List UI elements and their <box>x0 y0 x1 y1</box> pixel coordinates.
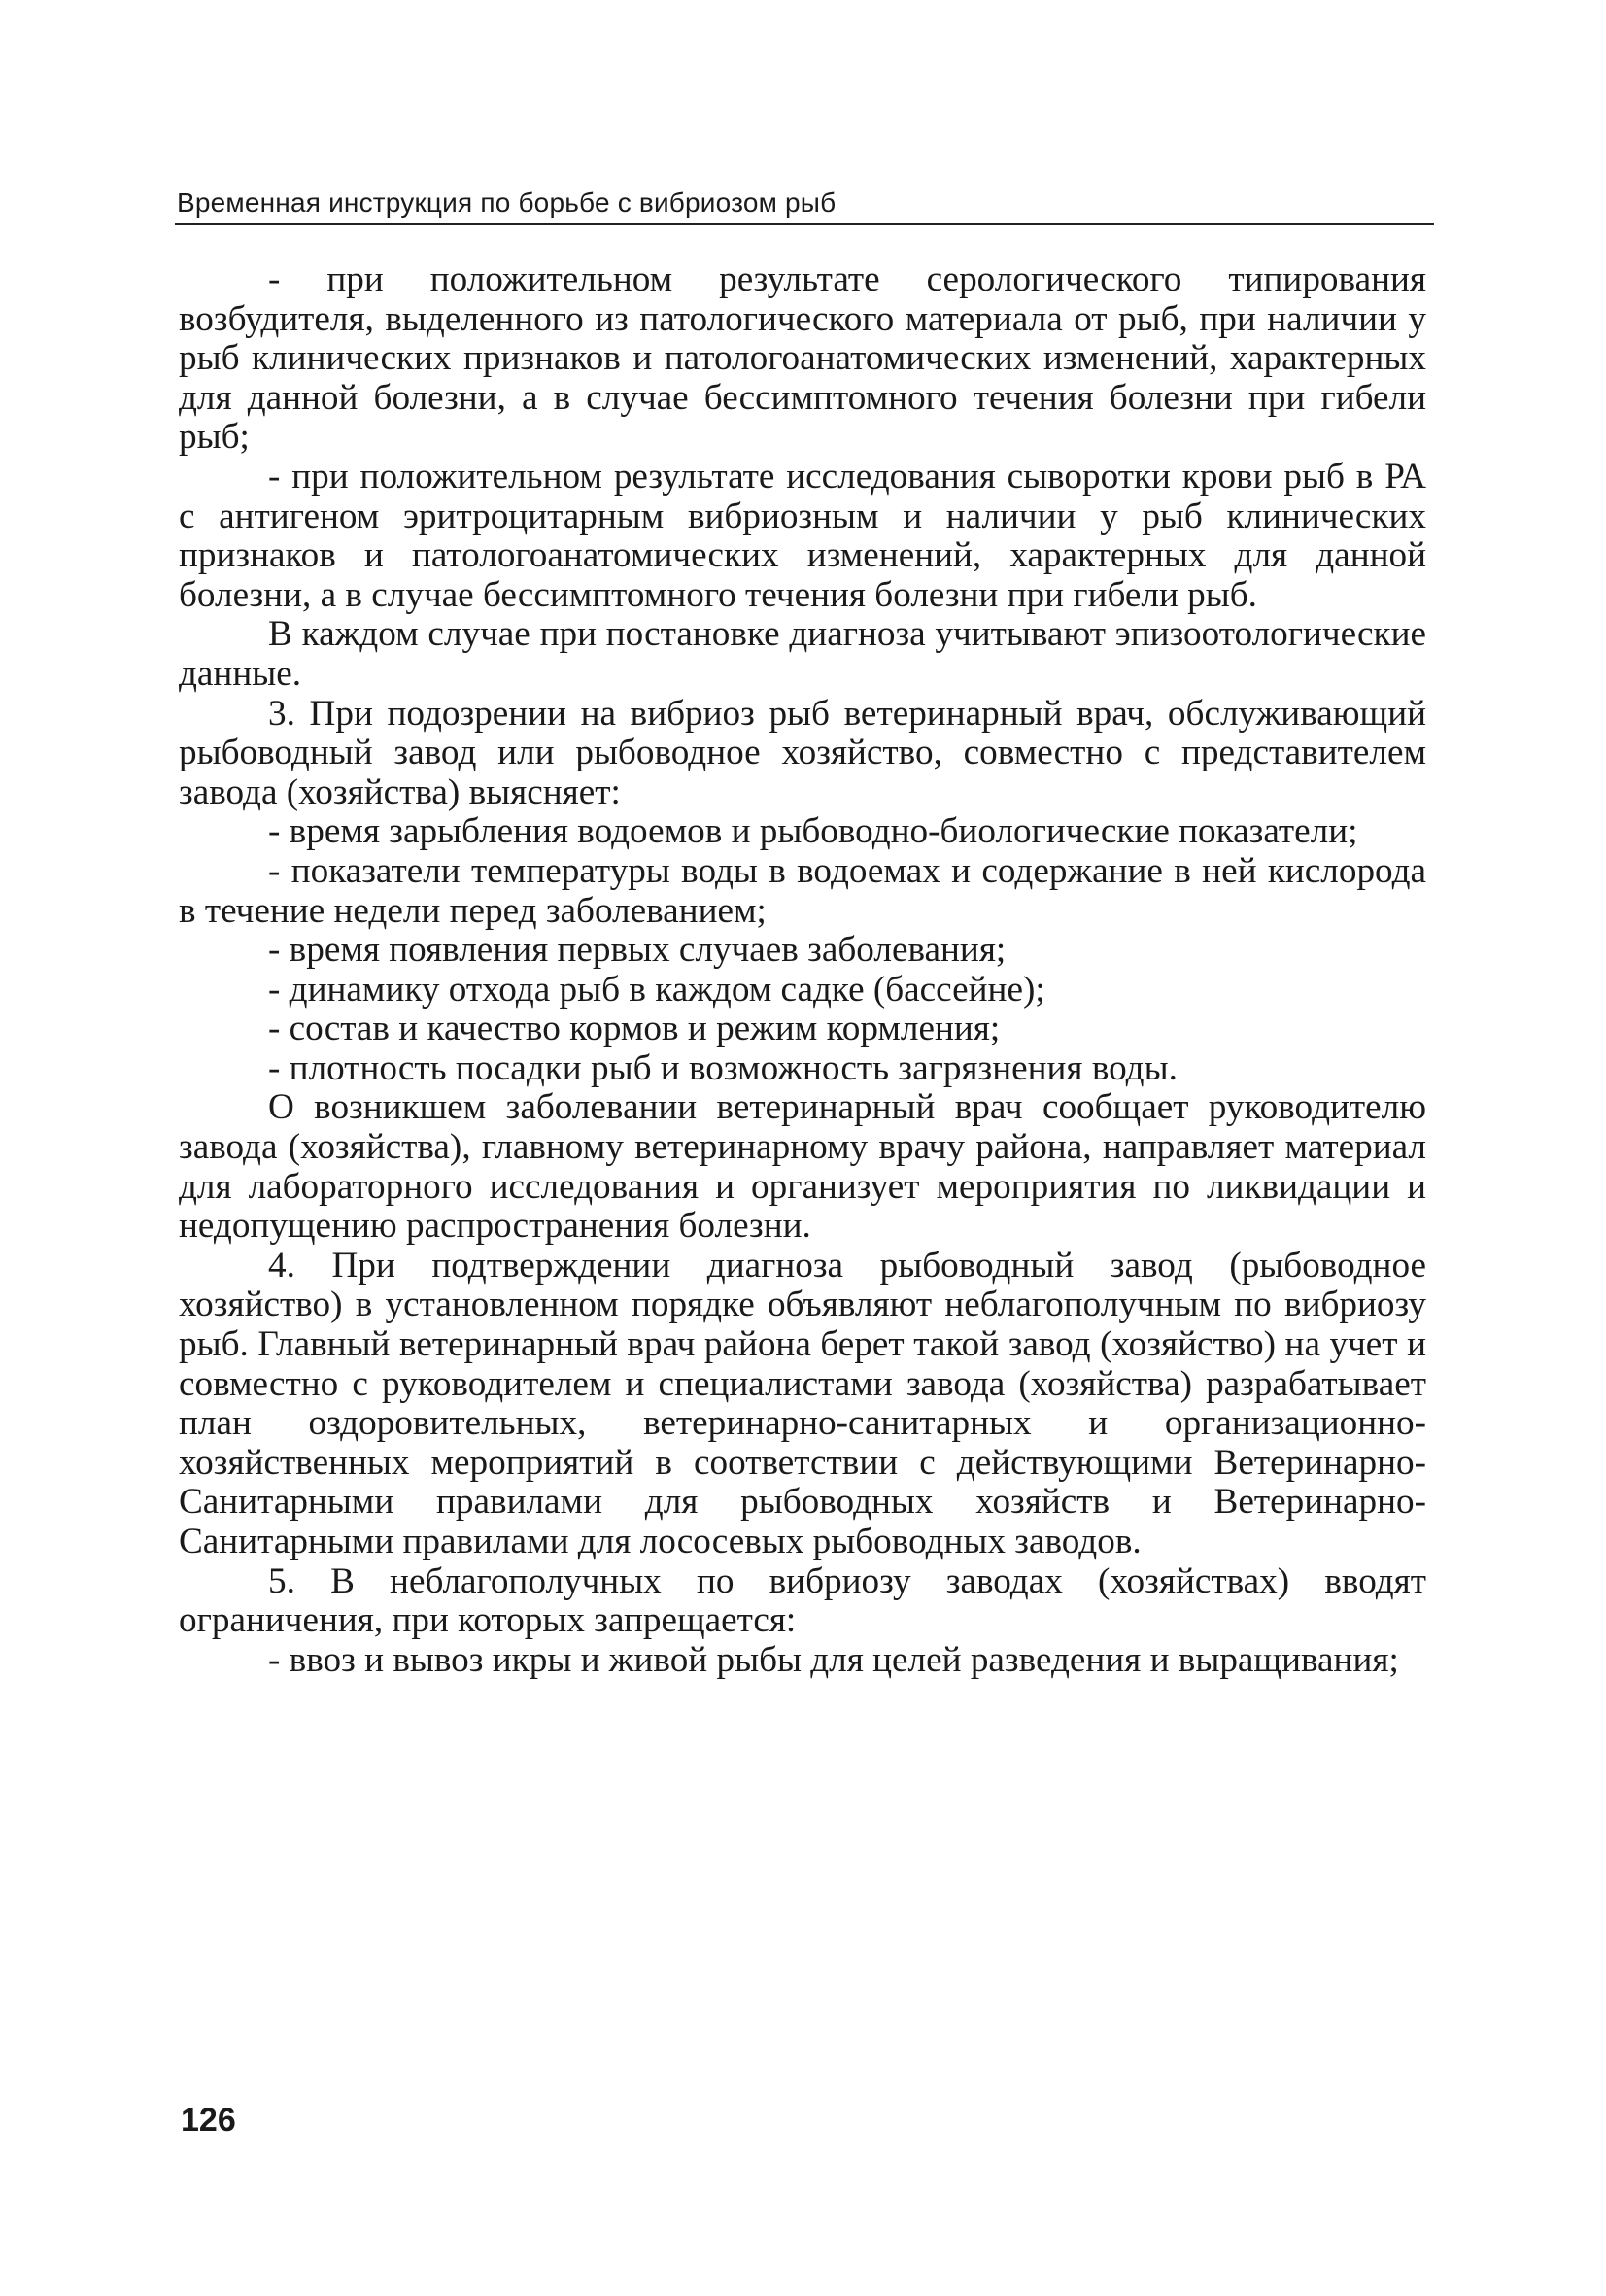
page-body <box>179 260 1426 1680</box>
page-number: 126 <box>181 2102 236 2139</box>
paragraph: - при положительном результате исследования сыворотки крови рыб в РА с антигеном эритроцитарным вибриозным и наличии у рыб клинических признаков и патологоанатомических изменений, характерных для данной болезни, а в случае бессимптомного течения болезни при гибели рыб. <box>179 456 1426 615</box>
paragraph: - показатели температуры воды в водоемах и содержание в ней кислорода в течение недели перед заболеванием; <box>179 850 1426 931</box>
header-divider <box>175 223 1434 225</box>
paragraph: - ввоз и вывоз икры и живой рыбы для целей разведения и выращивания; <box>268 1639 1399 1680</box>
paragraph: О возникшем заболевании ветеринарный врач сообщает руководителю завода (хозяйства), главному ветеринарному врачу района, направляет материал для лабораторного исследования и организует мероприятия по ликвидации и недопущению распространения болезни. <box>179 1087 1426 1247</box>
paragraph: В каждом случае при постановке диагноза учитывают эпизоотологические данные. <box>179 614 1426 694</box>
paragraph: 5. В неблагополучных по вибриозу заводах (хозяйствах) вводят ограничения, при которых запрещается: <box>179 1560 1426 1641</box>
paragraph: - динамику отхода рыб в каждом садке (бассейне); <box>268 969 1045 1010</box>
paragraph: - время зарыбления водоемов и рыбоводно-биологические показатели; <box>268 811 1358 852</box>
paragraph: 4. При подтверждении диагноза рыбоводный завод (рыбоводное хозяйство) в установленном порядке объявляют неблагополучным по вибриозу рыб. Главный ветеринарный врач района берет такой завод (хозяйство) на учет и совместно с руководителем и специалистами завода (хозяйства) разрабатывает план оздоровительных, ветеринарно-санитарных и организационно-хозяйственных мероприятий в соответствии с действующими Ветеринарно-Санитарными правилами для рыбоводных хозяйств и Ветеринарно-Санитарными правилами для лососевых рыбоводных заводов. <box>179 1245 1426 1561</box>
paragraph: - состав и качество кормов и режим кормления; <box>268 1009 1001 1049</box>
running-header-title: Временная инструкция по борьбе с вибриозом рыб <box>177 188 837 218</box>
paragraph: - время появления первых случаев заболевания; <box>268 930 1007 971</box>
paragraph: - плотность посадки рыб и возможность загрязнения воды. <box>268 1047 1178 1088</box>
paragraph: - при положительном результате серологического типирования возбудителя, выделенного из патологического материала от рыб, при наличии у рыб клинических признаков и патологоанатомических изменений, характерных для данной болезни, а в случае бессимптомного течения болезни при гибели рыб; <box>179 259 1426 458</box>
paragraph: 3. При подозрении на вибриоз рыб ветеринарный врач, обслуживающий рыбоводный завод или рыбоводное хозяйство, совместно с представителем завода (хозяйства) выясняет: <box>179 693 1426 812</box>
